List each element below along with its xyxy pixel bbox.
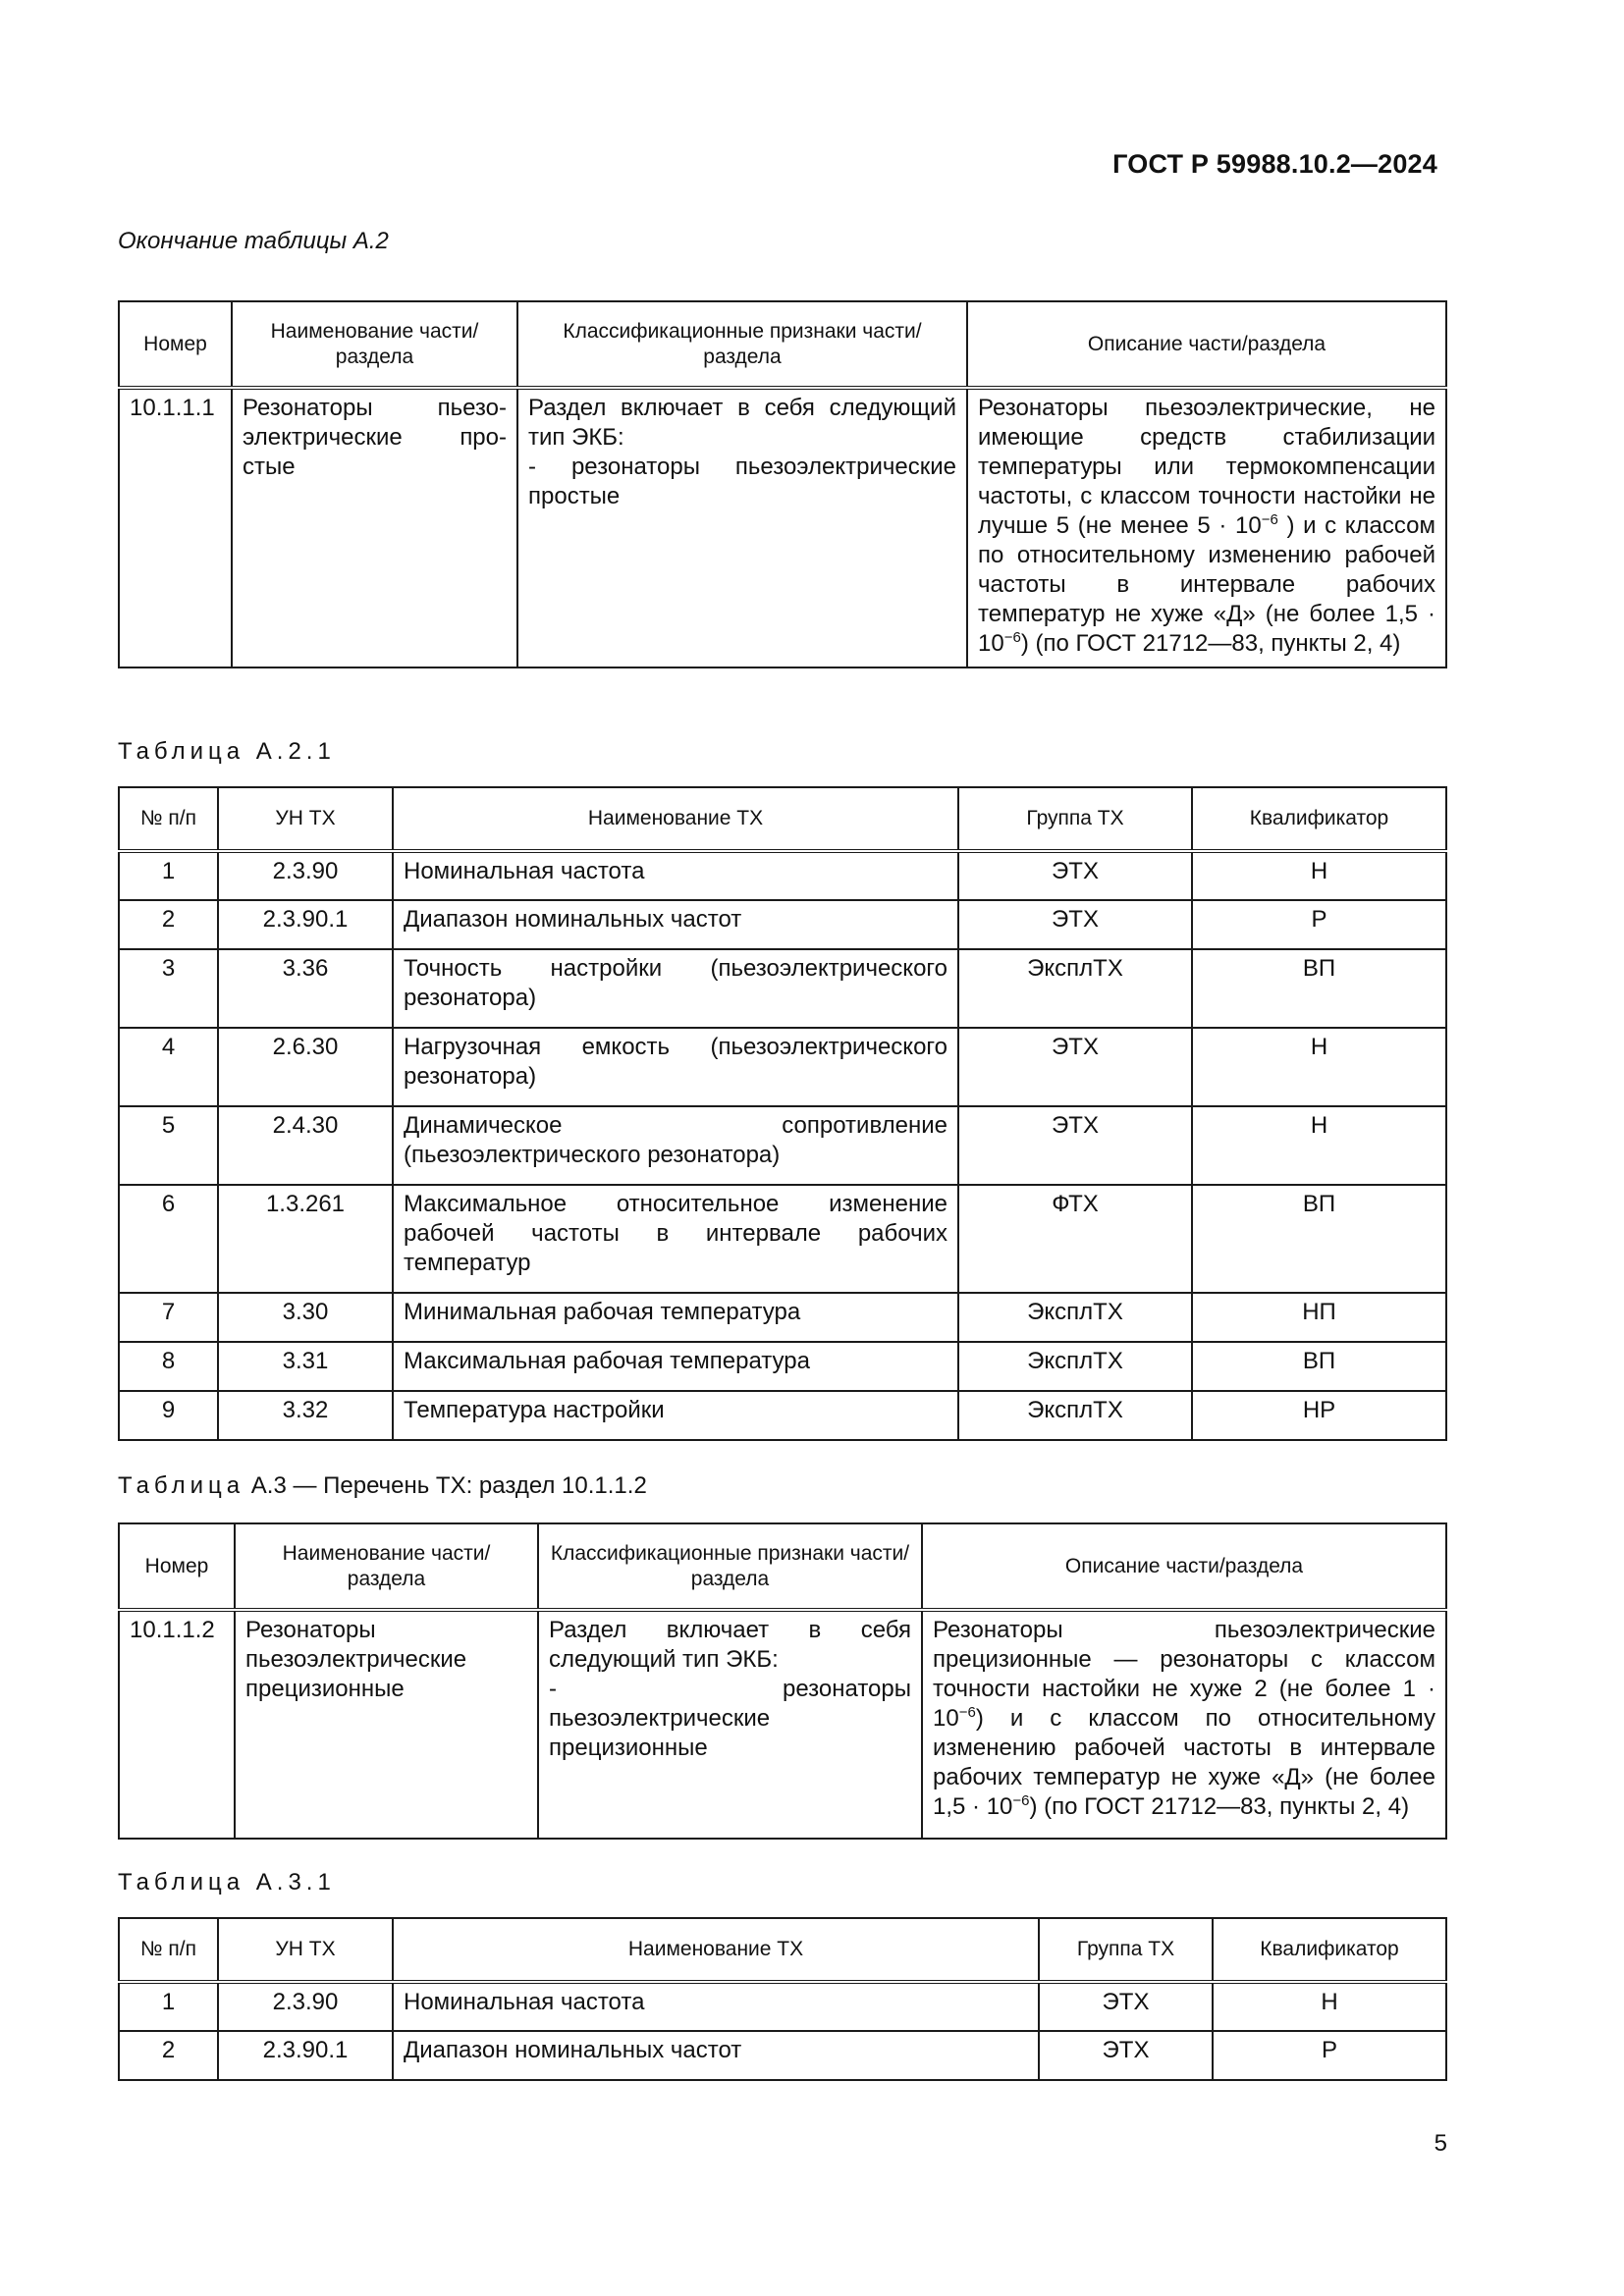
- cell-name: Максимальное относительное изменение рабочей частоты в интервале рабочих температур: [393, 1185, 958, 1293]
- table-a2: [118, 300, 1447, 668]
- cell-qualifier: Р: [1213, 2031, 1446, 2080]
- cell-qualifier: НП: [1192, 1293, 1446, 1342]
- cell-name: Номинальная частота: [393, 851, 958, 900]
- cell-name: Диапазон номинальных частот: [393, 900, 958, 949]
- table-row: [119, 1106, 1446, 1185]
- cell-code: 2.6.30: [218, 1028, 393, 1106]
- cell-name: Минимальная рабочая температура: [393, 1293, 958, 1342]
- cell-number: 10.1.1.2: [119, 1610, 235, 1839]
- header-index: № п/п: [119, 787, 218, 851]
- cell-code: 3.36: [218, 949, 393, 1028]
- document-code: ГОСТ Р 59988.10.2—2024: [1112, 149, 1437, 179]
- header-description: Описание части/раздела: [967, 301, 1446, 388]
- header-name: Наименование ТХ: [393, 787, 958, 851]
- header-group: Группа ТХ: [958, 787, 1192, 851]
- cell-name: Динамическое сопротивление (пьезоэлектрического резонатора): [393, 1106, 958, 1185]
- header-code: УН ТХ: [218, 787, 393, 851]
- cell-part-name: Резонаторы пьезо-электрические про-стые: [232, 388, 517, 667]
- header-features: Классификационные признаки части/раздела: [538, 1523, 922, 1610]
- features-line: - резонаторы пьезоэлектрические прецизионные: [549, 1676, 911, 1761]
- cell-index: 4: [119, 1028, 218, 1106]
- cell-group: ЭксплТХ: [958, 1342, 1192, 1391]
- page-number: 5: [1434, 2130, 1447, 2157]
- table-a3-caption: Таблица А.3 — Перечень ТХ: раздел 10.1.1.2: [118, 1472, 647, 1499]
- cell-code: 2.4.30: [218, 1106, 393, 1185]
- cell-code: 2.3.90: [218, 851, 393, 900]
- table-row: [119, 851, 1446, 900]
- cell-code: 3.32: [218, 1391, 393, 1440]
- cell-code: 2.3.90.1: [218, 2031, 393, 2080]
- table-row: [119, 388, 1446, 667]
- header-description: Описание части/раздела: [922, 1523, 1446, 1610]
- cell-code: 3.30: [218, 1293, 393, 1342]
- header-index: № п/п: [119, 1918, 218, 1982]
- table-a21-caption: Таблица А.2.1: [118, 738, 336, 765]
- cell-name: Номинальная частота: [393, 1982, 1039, 2031]
- exponent: −6: [1261, 511, 1278, 528]
- table-row: [119, 1391, 1446, 1440]
- cell-description: Резонаторы пьезоэлектрические, не имеющие средств стабилизации температуры или термокомпенсации частоты, с классом точности настойки не лучше 5 (не менее $5 \cdot 10^{-6}$ ) и с классом по относительному изменению рабочей частоты в интервале рабочих температур не хуже «Д» (не более $1,5 \cdot 10^{-6}$) (по ГОСТ 21712—83, пункты 2, 4): [967, 388, 1446, 667]
- cell-qualifier: ВП: [1192, 1342, 1446, 1391]
- cell-index: 5: [119, 1106, 218, 1185]
- cell-code: 1.3.261: [218, 1185, 393, 1293]
- table-row: [119, 2031, 1446, 2080]
- table-row: [119, 1028, 1446, 1106]
- cell-qualifier: ВП: [1192, 949, 1446, 1028]
- cell-qualifier: Н: [1192, 1028, 1446, 1106]
- header-group: Группа ТХ: [1039, 1918, 1213, 1982]
- cell-name: Температура настройки: [393, 1391, 958, 1440]
- cell-index: 2: [119, 2031, 218, 2080]
- table-row: [119, 1342, 1446, 1391]
- cell-qualifier: НР: [1192, 1391, 1446, 1440]
- cell-description: Резонаторы пьезоэлектрические прецизионные — резонаторы с классом точности настойки не хуже 2 (не более $1 \cdot 10^{-6}$) и с классом по относительному изменению рабочей частоты в интервале рабочих температур не хуже «Д» (не более $1,5 \cdot 10^{-6}$) (по ГОСТ 21712—83, пункты 2, 4): [922, 1610, 1446, 1839]
- features-line: Раздел включает в себя следующий тип ЭКБ:: [528, 395, 956, 451]
- cell-index: 8: [119, 1342, 218, 1391]
- cell-name: Точность настройки (пьезоэлектрического резонатора): [393, 949, 958, 1028]
- features-line: - резонаторы пьезоэлектрические простые: [528, 454, 956, 509]
- table-row: [119, 900, 1446, 949]
- header-code: УН ТХ: [218, 1918, 393, 1982]
- table-a31-caption: Таблица А.3.1: [118, 1869, 336, 1896]
- cell-qualifier: Н: [1192, 851, 1446, 900]
- cell-code: 2.3.90: [218, 1982, 393, 2031]
- table-row: [119, 1610, 1446, 1839]
- header-number: Номер: [119, 1523, 235, 1610]
- cell-index: 2: [119, 900, 218, 949]
- table-row: [119, 1982, 1446, 2031]
- cell-features: [517, 388, 967, 667]
- header-qualifier: Квалификатор: [1192, 787, 1446, 851]
- table-row: [119, 1293, 1446, 1342]
- cell-group: ФТХ: [958, 1185, 1192, 1293]
- cell-name: Диапазон номинальных частот: [393, 2031, 1039, 2080]
- cell-group: ЭксплТХ: [958, 1391, 1192, 1440]
- table-a31: [118, 1917, 1447, 2081]
- header-number: Номер: [119, 301, 232, 388]
- cell-index: 3: [119, 949, 218, 1028]
- cell-group: ЭТХ: [958, 851, 1192, 900]
- exponent: −6: [1012, 1792, 1030, 1809]
- header-part-name: Наименование части/ раздела: [235, 1523, 538, 1610]
- header-name: Наименование ТХ: [393, 1918, 1039, 1982]
- cell-index: 7: [119, 1293, 218, 1342]
- features-line: Раздел включает в себя следующий тип ЭКБ:: [549, 1617, 911, 1673]
- cell-code: 2.3.90.1: [218, 900, 393, 949]
- cell-group: ЭТХ: [1039, 2031, 1213, 2080]
- table-a21: [118, 786, 1447, 1441]
- cell-number: 10.1.1.1: [119, 388, 232, 667]
- cell-index: 1: [119, 1982, 218, 2031]
- table-row: [119, 1185, 1446, 1293]
- table-row: [119, 949, 1446, 1028]
- cell-name: Нагрузочная емкость (пьезоэлектрического резонатора): [393, 1028, 958, 1106]
- cell-part-name: Резонаторы пьезоэлектрические прецизионные: [235, 1610, 538, 1839]
- table-a3: [118, 1522, 1447, 1840]
- cell-qualifier: Н: [1213, 1982, 1446, 2031]
- cell-index: 6: [119, 1185, 218, 1293]
- cell-qualifier: Р: [1192, 900, 1446, 949]
- header-part-name: Наименование части/ раздела: [232, 301, 517, 388]
- cell-qualifier: ВП: [1192, 1185, 1446, 1293]
- continuation-caption: Окончание таблицы А.2: [118, 228, 389, 254]
- cell-name: Максимальная рабочая температура: [393, 1342, 958, 1391]
- header-features: Классификационные признаки части/ раздела: [517, 301, 967, 388]
- cell-index: 1: [119, 851, 218, 900]
- cell-features: [538, 1610, 922, 1839]
- cell-group: ЭксплТХ: [958, 949, 1192, 1028]
- cell-group: ЭксплТХ: [958, 1293, 1192, 1342]
- cell-index: 9: [119, 1391, 218, 1440]
- header-qualifier: Квалификатор: [1213, 1918, 1446, 1982]
- cell-group: ЭТХ: [1039, 1982, 1213, 2031]
- cell-group: ЭТХ: [958, 900, 1192, 949]
- cell-group: ЭТХ: [958, 1028, 1192, 1106]
- exponent: −6: [958, 1704, 976, 1721]
- cell-group: ЭТХ: [958, 1106, 1192, 1185]
- cell-qualifier: Н: [1192, 1106, 1446, 1185]
- exponent: −6: [1003, 629, 1021, 646]
- cell-code: 3.31: [218, 1342, 393, 1391]
